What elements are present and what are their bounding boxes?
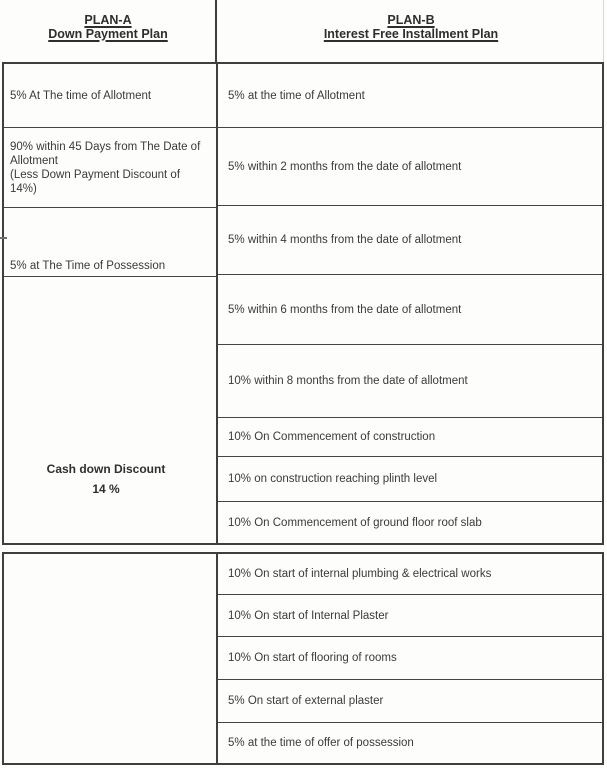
cell-text: 10% within 8 months from the date of allotment: [228, 375, 468, 387]
cell-text: 5% At The time of Allotment: [10, 89, 152, 102]
cell-text: 5% at The Time of Possession: [10, 260, 166, 272]
plan-a-cell-cash-discount: [4, 277, 216, 543]
cell-text: 90% within 45 Days from The Date of Allotment: [10, 140, 201, 167]
plan-b-title: PLAN-B: [387, 13, 435, 27]
payment-table-upper-block: [2, 62, 604, 545]
plan-a-empty-cell: [4, 554, 216, 763]
discount-value: 14 %: [92, 482, 120, 496]
plan-a-cell-possession: [4, 208, 216, 277]
cell-text: 10% On Commencement of ground floor roof slab: [228, 516, 482, 529]
discount-title: Cash down Discount: [46, 462, 166, 476]
plan-b-row-5: [218, 345, 602, 418]
plan-a-subtitle: Down Payment Plan: [48, 27, 168, 41]
scan-artifact-dash: [0, 237, 7, 239]
cell-text: 5% On start of external plaster: [228, 695, 384, 707]
plan-a-cell-allotment: [4, 64, 216, 128]
plan-b-subtitle: Interest Free Installment Plan: [323, 27, 499, 41]
plan-a-cell-90pct: [4, 128, 216, 208]
plan-b-row-2: [218, 128, 602, 206]
plan-b-column-upper: [218, 64, 602, 543]
table-header: [0, 0, 607, 62]
plan-a-column: [4, 64, 218, 543]
plan-b-row-7: [218, 457, 602, 502]
plan-a-header-cell: [0, 0, 216, 62]
plan-a-title: PLAN-A: [84, 13, 132, 27]
plan-b-row-4: [218, 275, 602, 345]
cell-text: 5% within 2 months from the date of allotment: [228, 160, 462, 173]
payment-table-lower-block: [2, 552, 604, 765]
header-column-divider: [215, 0, 217, 62]
cell-text: 10% On Commencement of construction: [228, 431, 436, 443]
cell-text: 5% at the time of Allotment: [228, 89, 365, 102]
plan-b-row-3: [218, 206, 602, 275]
cell-text: 10% on construction reaching plinth level: [228, 473, 438, 485]
plan-b-row-9: [218, 554, 602, 595]
cell-text: 10% On start of internal plumbing & electrical works: [228, 568, 492, 580]
plan-b-row-6: [218, 418, 602, 457]
plan-b-column-lower: [218, 554, 602, 763]
plan-b-row-13: [218, 723, 602, 763]
plan-b-row-11: [218, 637, 602, 680]
cell-text: 5% within 4 months from the date of allotment: [228, 234, 462, 246]
plan-b-row-10: [218, 595, 602, 637]
plan-a-column-lower: [4, 554, 218, 763]
plan-b-row-12: [218, 680, 602, 723]
cell-text: 5% within 6 months from the date of allotment: [228, 303, 462, 316]
plan-b-row-8: [218, 502, 602, 543]
cell-text: 5% at the time of offer of possession: [228, 737, 414, 749]
cell-text: 10% On start of flooring of rooms: [228, 652, 397, 664]
cell-note: (Less Down Payment Discount of 14%): [10, 168, 181, 195]
cell-text: 10% On start of Internal Plaster: [228, 609, 389, 622]
plan-b-header-cell: [218, 0, 604, 62]
plan-b-row-1: [218, 64, 602, 128]
